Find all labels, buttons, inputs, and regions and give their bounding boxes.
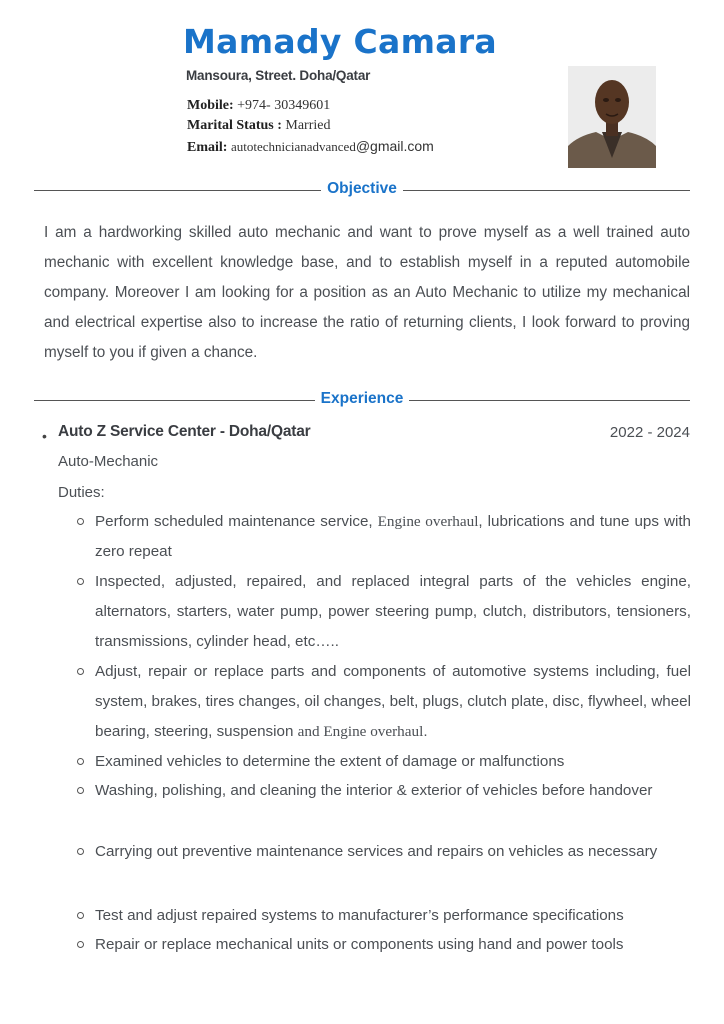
experience-title: Experience <box>315 390 410 407</box>
duty-text: Test and adjust repaired systems to manufacturer’s performance specifications <box>95 907 624 924</box>
hollow-bullet-icon <box>77 668 84 675</box>
hollow-bullet-icon <box>77 758 84 765</box>
hollow-bullet-icon <box>77 941 84 948</box>
experience-heading <box>0 390 724 408</box>
duty-item <box>95 930 691 960</box>
mobile-row <box>187 98 330 114</box>
marital-row <box>187 118 330 134</box>
email-user: autotechnicianadvanced <box>230 139 356 154</box>
job-company: Auto Z Service Center - Doha/Qatar <box>58 423 311 440</box>
mobile-label: Mobile: <box>187 98 234 113</box>
duty-item <box>95 507 691 567</box>
duty-text: Adjust, repair or replace parts and components of automotive systems including, fuel system, brakes, tires changes, oil changes, belt, plugs, clutch plate, disc, flywheel, wheel bearing, steering, suspension <box>95 663 691 740</box>
mobile-value: +974- 30349601 <box>237 98 331 113</box>
hollow-bullet-icon <box>77 912 84 919</box>
duty-item <box>95 657 691 747</box>
hollow-bullet-icon <box>77 848 84 855</box>
duty-text: Perform scheduled maintenance service, <box>95 513 373 530</box>
duty-item <box>95 747 691 777</box>
job-role: Auto-Mechanic <box>58 453 159 470</box>
job-dates: 2022 - 2024 <box>609 424 690 441</box>
duty-text: and Engine overhaul <box>297 723 424 740</box>
duty-item <box>95 901 691 931</box>
duty-text: Repair or replace mechanical units or components using hand and power tools <box>95 936 624 953</box>
email-row <box>187 138 434 156</box>
duty-text: Examined vehicles to determine the extent of damage or malfunctions <box>95 753 565 770</box>
marital-label: Marital Status : <box>187 118 282 133</box>
candidate-name: Mamady Camara <box>183 22 497 61</box>
job-duties-label: Duties: <box>58 484 105 501</box>
objective-heading <box>0 180 724 198</box>
hollow-bullet-icon <box>77 578 84 585</box>
hollow-bullet-icon <box>77 787 84 794</box>
hollow-bullet-icon <box>77 518 84 525</box>
email-domain: @gmail.com <box>355 138 434 154</box>
objective-title: Objective <box>321 180 403 197</box>
duty-text: Carrying out preventive maintenance services and repairs on vehicles as necessary <box>95 843 658 860</box>
duty-text: Engine overhaul <box>377 513 479 530</box>
marital-value: Married <box>285 118 331 133</box>
duty-item <box>95 776 691 806</box>
email-label: Email: <box>187 140 228 155</box>
duty-text: Inspected, adjusted, repaired, and replaced integral parts of the vehicles engine, alternators, starters, water pump, power steering pump, clutch, distributors, tensioners, transmissions, cylinder head, etc….. <box>95 573 691 650</box>
address: Mansoura, Street. Doha/Qatar <box>186 68 371 83</box>
duty-text: . <box>423 723 428 740</box>
duty-text: , lubrications and tune ups with zero repeat <box>95 513 691 560</box>
duty-text: Washing, polishing, and cleaning the interior & exterior of vehicles before handover <box>95 782 653 799</box>
profile-photo <box>568 66 656 168</box>
duty-item <box>95 567 691 657</box>
objective-text: I am a hardworking skilled auto mechanic and want to prove myself as a well trained auto mechanic with excellent knowledge base, and to establish myself in a reputed automobile company. Moreover I am looking for a position as an Auto Mechanic to utilize my mechanical and electrical expertise also to increase the ratio of returning clients, I look forward to proving myself to you if given a chance. <box>44 224 690 361</box>
job-bullet-icon: • <box>42 428 47 444</box>
duty-item <box>95 837 691 867</box>
